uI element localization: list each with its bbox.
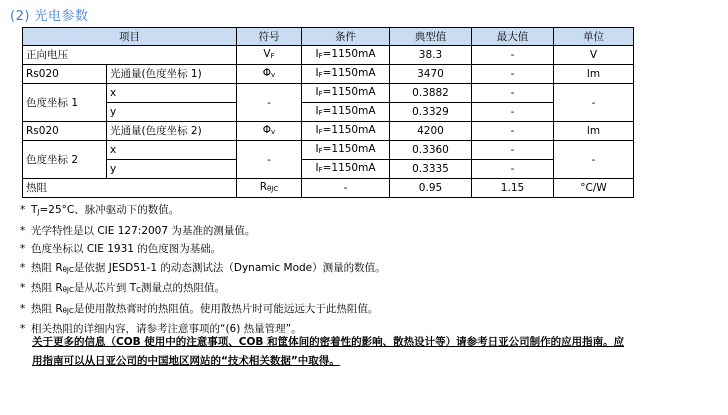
footer-note <box>32 333 722 371</box>
row-typical: 0.95 <box>390 179 472 198</box>
table-row <box>23 84 634 103</box>
table-row <box>23 179 634 198</box>
row-model: Rs020 <box>23 65 107 84</box>
row-max: 1.15 <box>472 179 554 198</box>
row-typical: 0.3360 <box>390 141 472 160</box>
row-axis: y <box>107 103 237 122</box>
row-label: 正向电压 <box>23 46 237 65</box>
row-axis: x <box>107 141 237 160</box>
row-label: 光通量(色度坐标 2) <box>107 122 237 141</box>
row-max: - <box>472 122 554 141</box>
footer-line: 用指南可以从日亚公司的中国地区网站的“技术相关数据”中取得。 <box>32 355 340 367</box>
row-symbol: $\Phi_v$ <box>237 122 302 141</box>
table-row <box>23 103 634 122</box>
table-row <box>23 46 634 65</box>
header-unit: 单位 <box>554 28 634 46</box>
footer-line: 关于更多的信息（COB 使用中的注意事项、COB 和筐体间的密着性的影响、散热设计等）请参考日亚公司制作的应用指南。应 <box>32 336 625 348</box>
row-unit: V <box>554 46 634 65</box>
header-max: 最大值 <box>472 28 554 46</box>
row-symbol: - <box>237 141 302 179</box>
row-axis: y <box>107 160 237 179</box>
row-max: - <box>472 160 554 179</box>
row-typical: 3470 <box>390 65 472 84</box>
row-typical: 0.3335 <box>390 160 472 179</box>
table-header-row <box>23 28 634 46</box>
note-item: * $T_J=25^\circ C$、脉冲驱动下的数值。 <box>20 204 180 216</box>
table-row <box>23 122 634 141</box>
row-unit: °C/W <box>554 179 634 198</box>
row-max: - <box>472 141 554 160</box>
row-unit: - <box>554 84 634 122</box>
row-typical: 38.3 <box>390 46 472 65</box>
row-condition: $I_F=1150mA$ <box>302 65 390 84</box>
note-item: * 色度坐标以 CIE 1931 的色度图为基础。 <box>20 243 222 255</box>
row-condition: $I_F=1150mA$ <box>302 103 390 122</box>
section-title: (2) 光电参数 <box>10 9 89 24</box>
row-typical: 0.3882 <box>390 84 472 103</box>
note-item: * 光学特性是以 CIE 127:2007 为基准的测量值。 <box>20 224 256 237</box>
row-typical: 0.3329 <box>390 103 472 122</box>
header-item: 项目 <box>23 28 237 46</box>
row-label: 色度坐标 1 <box>23 84 107 122</box>
row-unit: lm <box>554 65 634 84</box>
spec-table <box>22 27 634 198</box>
row-max: - <box>472 84 554 103</box>
row-unit: - <box>554 141 634 179</box>
header-symbol: 符号 <box>237 28 302 46</box>
table-row <box>23 65 634 84</box>
row-max: - <box>472 46 554 65</box>
row-label: 热阻 <box>23 179 237 198</box>
note-item: * 热阻 $R_{\theta JC}$是使用散热膏时的热阻值。使用散热片时可能远远大于此热阻值。 <box>20 302 379 315</box>
row-symbol: - <box>237 84 302 122</box>
row-condition: $I_F=1150mA$ <box>302 141 390 160</box>
notes-list <box>20 201 386 339</box>
row-unit: lm <box>554 122 634 141</box>
row-symbol: $\Phi_v$ <box>237 65 302 84</box>
row-label: 色度坐标 2 <box>23 141 107 179</box>
row-condition: $I_F=1150mA$ <box>302 46 390 65</box>
row-model: Rs020 <box>23 122 107 141</box>
row-condition: $I_F=1150mA$ <box>302 84 390 103</box>
row-condition: $I_F=1150mA$ <box>302 160 390 179</box>
table-row <box>23 141 634 160</box>
header-condition: 条件 <box>302 28 390 46</box>
row-label: 光通量(色度坐标 1) <box>107 65 237 84</box>
table-row <box>23 160 634 179</box>
row-max: - <box>472 65 554 84</box>
row-condition: - <box>302 179 390 198</box>
note-item: * 相关热阻的详细内容，请参考注意事项的“(6) 热量管理”。 <box>20 323 302 335</box>
note-item: * 热阻 $R_{\theta JC}$是从芯片到 $T_C$测量点的热阻值。 <box>20 282 226 294</box>
row-symbol: $R_{\theta JC}$ <box>237 179 302 198</box>
row-condition: $I_F=1150mA$ <box>302 122 390 141</box>
header-typical: 典型值 <box>390 28 472 46</box>
note-item: * 热阻 $R_{\theta JC}$是依据 JESD51-1 的动态测试法（Dynamic Mode）测量的数值。 <box>20 261 386 274</box>
row-symbol: $V_F$ <box>237 46 302 65</box>
row-max: - <box>472 103 554 122</box>
row-axis: x <box>107 84 237 103</box>
row-typical: 4200 <box>390 122 472 141</box>
